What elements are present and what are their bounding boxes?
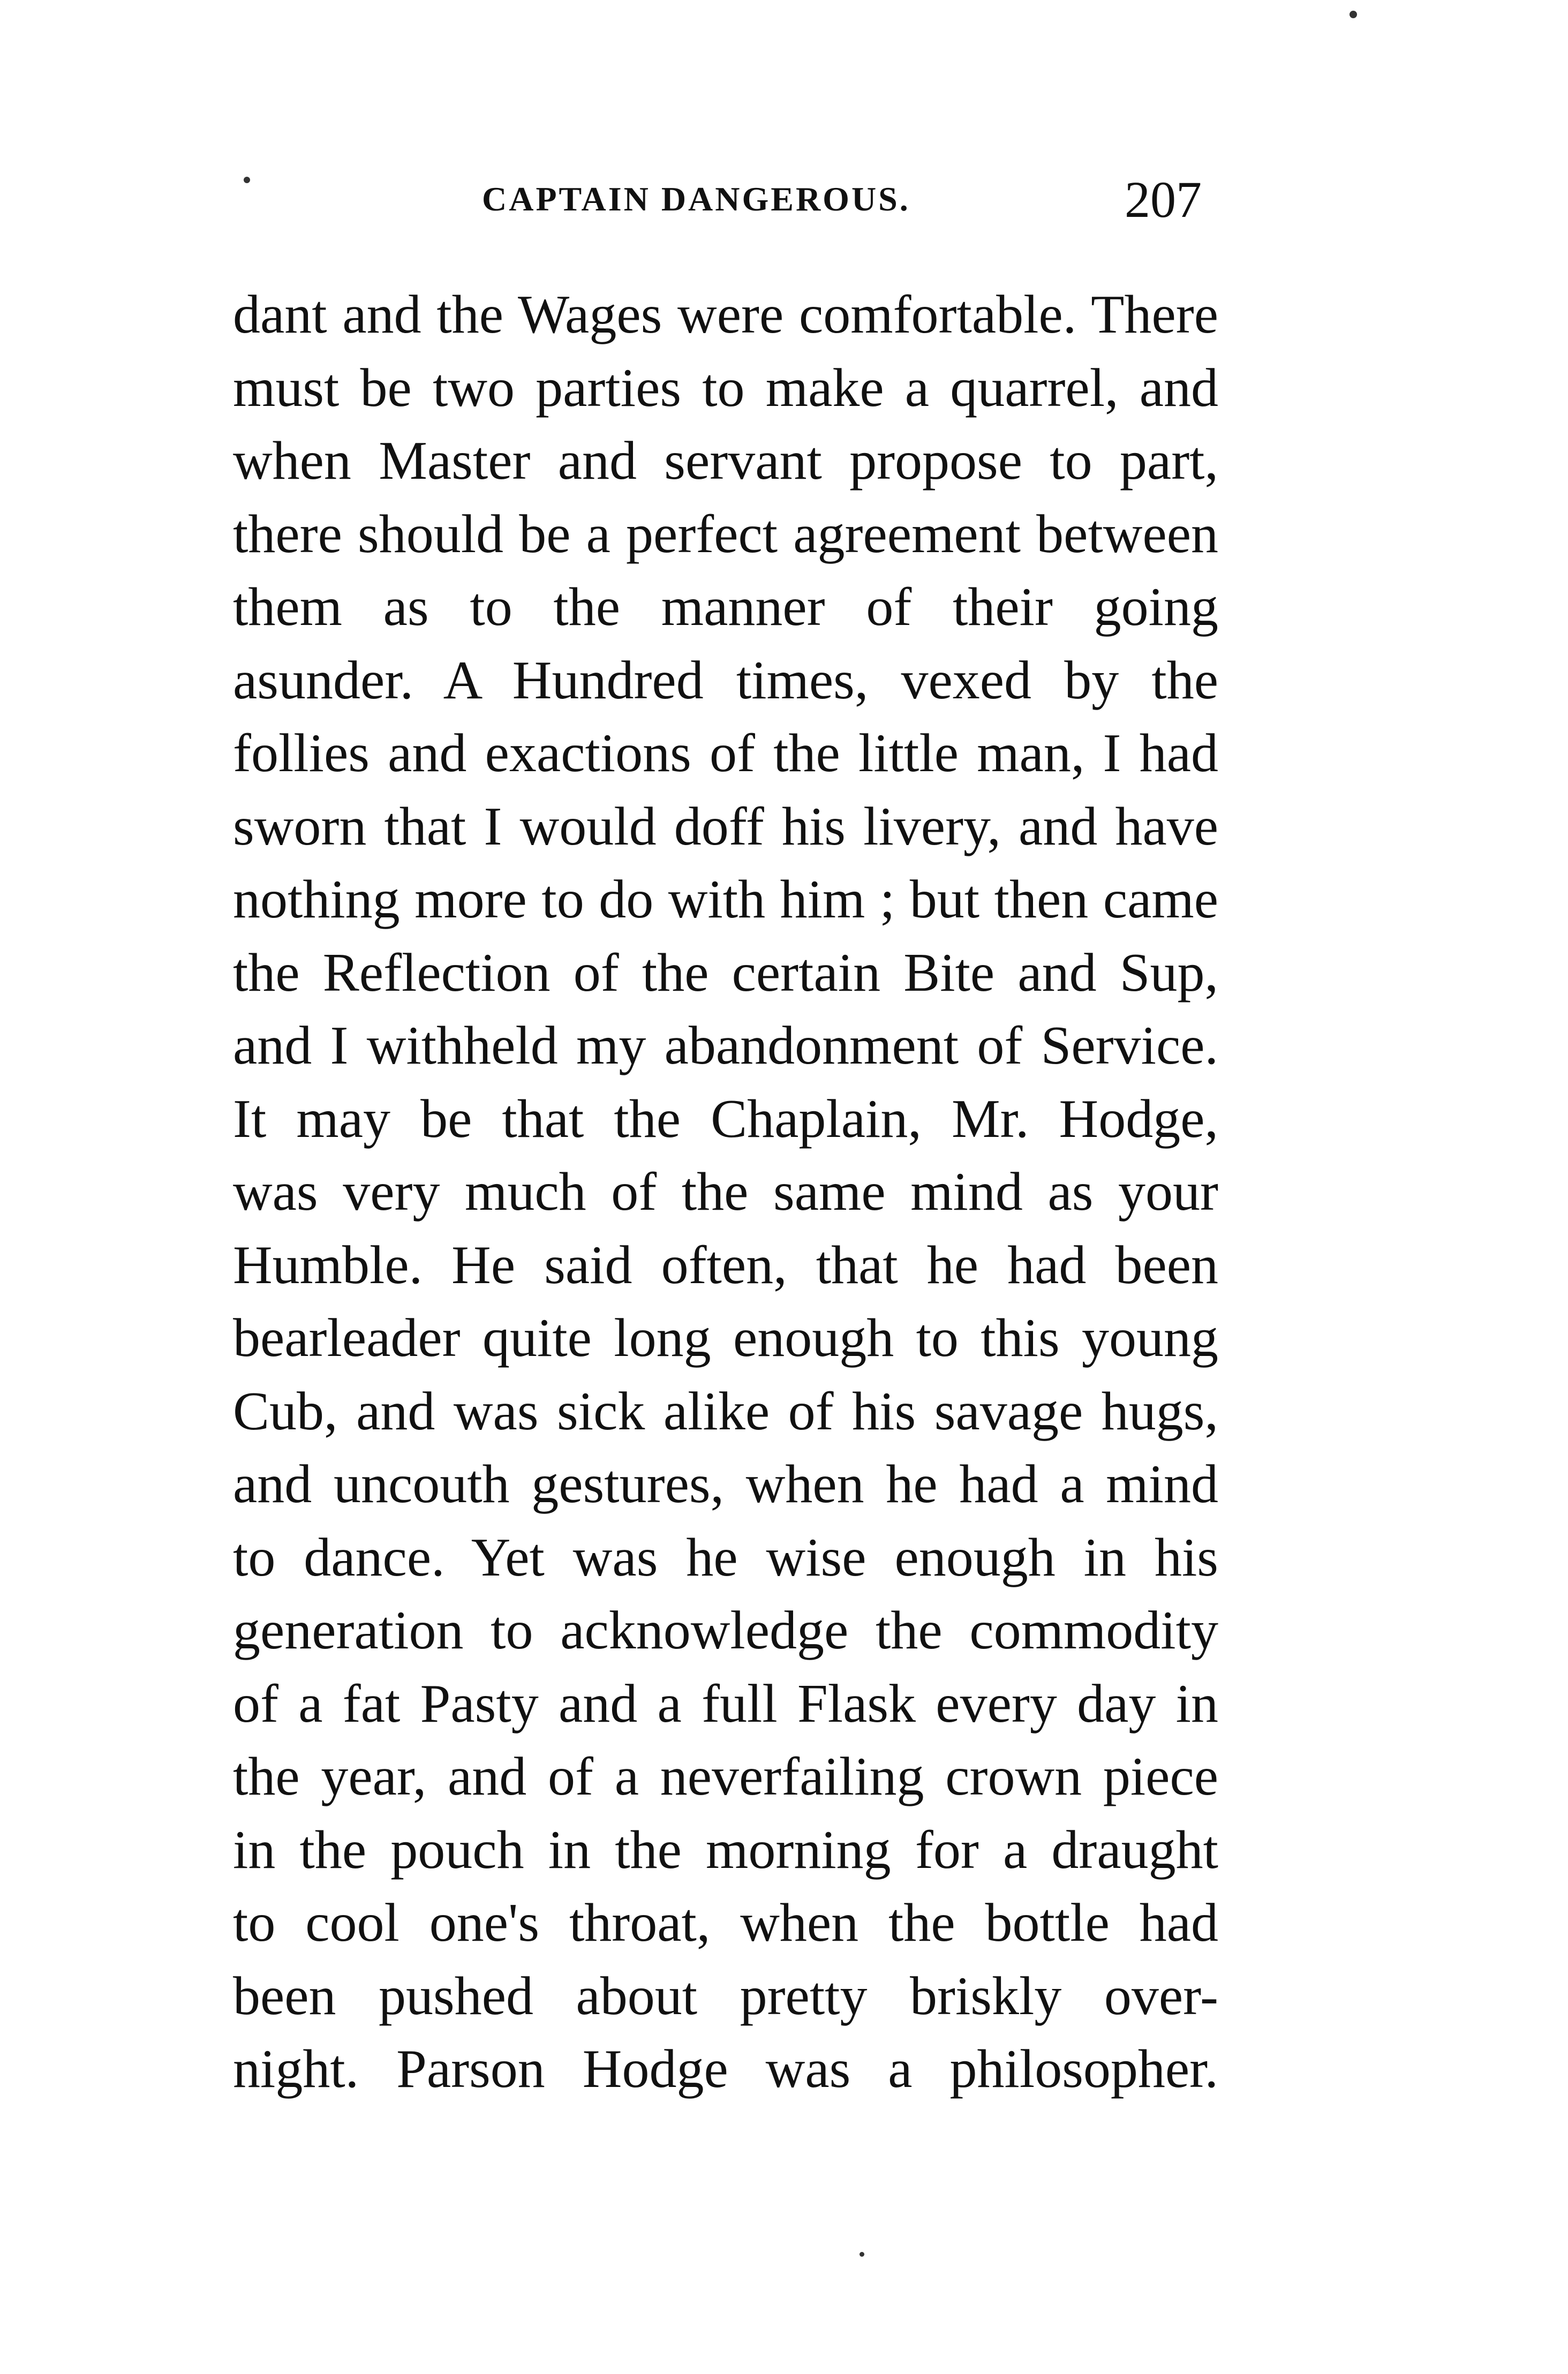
text-line: Cub, and was sick alike of his savage hugs, xyxy=(233,1381,1218,1442)
text-line: to dance. Yet was he wise enough in his xyxy=(233,1527,1218,1588)
body-text xyxy=(233,278,1218,2106)
text-line: and I withheld my abandonment of Service. xyxy=(233,1015,1218,1076)
text-line: the year, and of a neverfailing crown piece xyxy=(233,1746,1218,1807)
text-line: the Reflection of the certain Bite and Sup, xyxy=(233,942,1218,1003)
scan-speck xyxy=(244,177,250,183)
text-line: generation to acknowledge the commodity xyxy=(233,1600,1218,1661)
text-line: of a fat Pasty and a full Flask every day in xyxy=(233,1673,1218,1734)
text-line: must be two parties to make a quarrel, and xyxy=(233,357,1218,418)
text-line: when Master and servant propose to part, xyxy=(233,431,1218,491)
text-line: was very much of the same mind as your xyxy=(233,1162,1218,1222)
scan-speck xyxy=(1350,11,1357,18)
text-line: in the pouch in the morning for a draught xyxy=(233,1819,1218,1880)
text-line: bearleader quite long enough to this young xyxy=(233,1308,1218,1368)
text-line: dant and the Wages were comfortable. There xyxy=(233,284,1218,345)
text-line: been pushed about pretty briskly over- xyxy=(233,1965,1218,2026)
text-line: asunder. A Hundred times, vexed by the xyxy=(233,650,1218,711)
text-line: follies and exactions of the little man, I had xyxy=(233,723,1218,783)
text-line: them as to the manner of their going xyxy=(233,577,1218,637)
text-line: sworn that I would doff his livery, and have xyxy=(233,796,1218,857)
scan-speck xyxy=(860,2252,864,2257)
text-line: It may be that the Chaplain, Mr. Hodge, xyxy=(233,1088,1218,1149)
page-number: 207 xyxy=(1125,171,1202,228)
text-line: there should be a perfect agreement between xyxy=(233,503,1218,564)
running-head-title: CAPTAIN DANGEROUS. xyxy=(482,180,910,218)
text-line: nothing more to do with him ; but then came xyxy=(233,869,1218,930)
text-line: Humble. He said often, that he had been xyxy=(233,1234,1218,1295)
text-line: and uncouth gestures, when he had a mind xyxy=(233,1454,1218,1514)
text-line: night. Parson Hodge was a philosopher. xyxy=(233,2039,1218,2099)
text-line: to cool one's throat, when the bottle had xyxy=(233,1893,1218,1953)
